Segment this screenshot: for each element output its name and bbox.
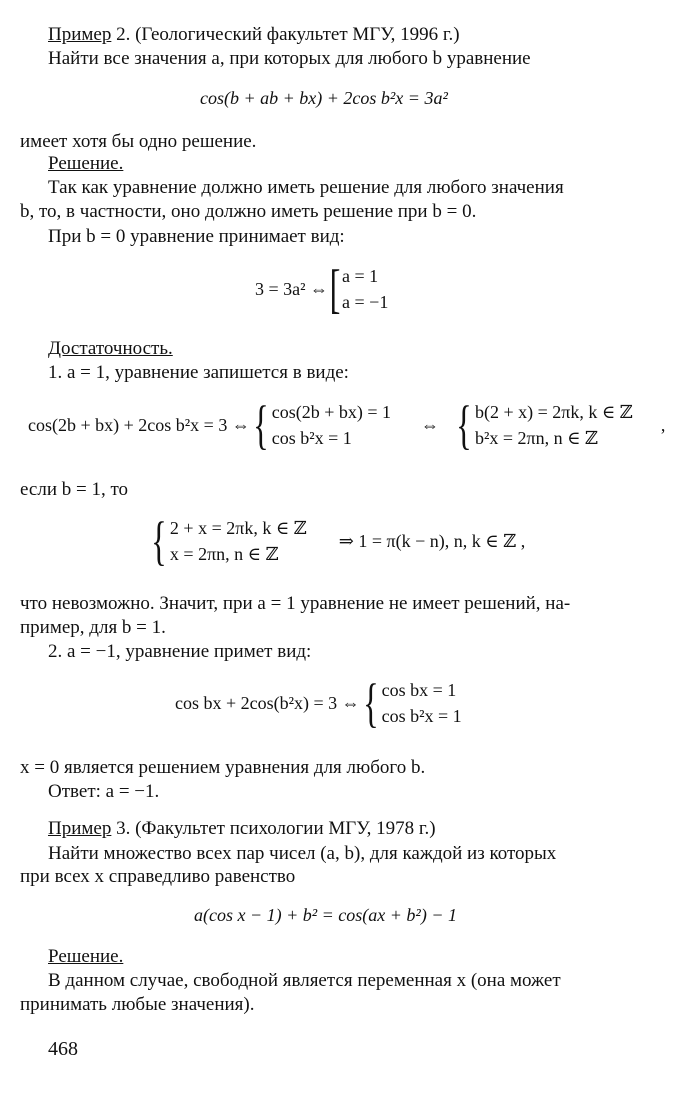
left-brace: { bbox=[456, 395, 472, 455]
case-2-equation-left: cos bx + 2cos(b²x) = 3 ⇔ bbox=[175, 692, 360, 713]
b1-system-top: 2 + x = 2πk, k ∈ ℤ bbox=[169, 518, 307, 538]
case-2-system-top: cos bx = 1 bbox=[381, 680, 457, 700]
example-3-equation: a(cos x − 1) + b² = cos(ax + b²) − 1 bbox=[194, 905, 457, 925]
root-a-minus-1: a = −1 bbox=[342, 292, 389, 312]
system-1-bottom: cos b²x = 1 bbox=[271, 428, 352, 448]
case-1-line: 1. a = 1, уравнение запишется в виде: bbox=[48, 362, 349, 383]
case-1-equation-left: cos(2b + bx) + 2cos b²x = 3 ⇔ bbox=[28, 414, 250, 435]
system-1-top: cos(2b + bx) = 1 bbox=[271, 402, 392, 422]
square-bracket: [ bbox=[329, 259, 341, 319]
example-2-solution-line-2: b, то, в частности, оно должно иметь решение при b = 0. bbox=[20, 201, 477, 222]
example-2-answer: Ответ: a = −1. bbox=[48, 781, 160, 802]
sufficiency-label: Достаточность. bbox=[48, 338, 173, 359]
case-2-equation-system bbox=[175, 673, 462, 733]
example-2-header bbox=[48, 24, 460, 46]
root-a-1: a = 1 bbox=[342, 266, 379, 286]
example-3-header bbox=[48, 818, 436, 840]
example-2-solution-line-3: При b = 0 уравнение принимает вид: bbox=[48, 226, 345, 247]
equation-left-side: 3 = 3a² ⇔ bbox=[255, 278, 329, 299]
b1-conclusion: ⇒ 1 = π(k − n), n, k ∈ ℤ , bbox=[338, 530, 526, 551]
example-2-task-line-2: имеет хотя бы одно решение. bbox=[20, 131, 257, 152]
example-3-solution-line-2: принимать любые значения). bbox=[20, 994, 255, 1015]
example-2-equation: cos(b + ab + bx) + 2cos b²x = 3a² bbox=[200, 88, 448, 108]
example-2-solution-line-1: Так как уравнение должно иметь решение для любого значения bbox=[48, 177, 564, 198]
case-2-line: 2. a = −1, уравнение примет вид: bbox=[48, 641, 312, 662]
system-2-bottom: b²x = 2πn, n ∈ ℤ bbox=[474, 428, 599, 448]
b1-system-bottom: x = 2πn, n ∈ ℤ bbox=[169, 544, 279, 564]
case-2-system-bottom: cos b²x = 1 bbox=[381, 706, 462, 726]
example-3-solution-line-1: В данном случае, свободной является переменная x (она может bbox=[48, 970, 561, 991]
left-brace: { bbox=[362, 673, 379, 733]
example-3-task-line-2: при всех x справедливо равенство bbox=[20, 866, 296, 887]
equivalence-sign: ⇔ bbox=[421, 414, 440, 435]
b-equals-1-system bbox=[148, 511, 526, 571]
system-2-top: b(2 + x) = 2πk, k ∈ ℤ bbox=[474, 402, 633, 422]
example-3-solution-label: Решение. bbox=[48, 946, 124, 967]
impossible-line-1: что невозможно. Значит, при a = 1 уравнение не имеет решений, на- bbox=[20, 593, 571, 614]
example-2-task-line-1: Найти все значения a, при которых для любого b уравнение bbox=[48, 48, 531, 69]
example-3-label: Пример bbox=[48, 818, 112, 839]
example-3-source: 3. (Факультет психологии МГУ, 1978 г.) bbox=[111, 818, 436, 839]
example-2-source: 2. (Геологический факультет МГУ, 1996 г.) bbox=[111, 24, 460, 45]
left-brace: { bbox=[151, 511, 167, 571]
example-3-task-line-1: Найти множество всех пар чисел (a, b), для каждой из которых bbox=[48, 843, 557, 864]
left-brace: { bbox=[253, 395, 269, 455]
equation-3a-squared bbox=[255, 259, 389, 319]
example-2-solution-label: Решение. bbox=[48, 153, 124, 174]
impossible-line-2: пример, для b = 1. bbox=[20, 617, 166, 638]
case-1-equation-system bbox=[28, 395, 666, 455]
if-b-equals-1-line: если b = 1, то bbox=[20, 479, 129, 500]
x-zero-line: x = 0 является решением уравнения для любого b. bbox=[20, 757, 426, 778]
trailing-comma: , bbox=[660, 414, 666, 435]
page-number: 468 bbox=[48, 1038, 78, 1060]
example-2-label: Пример bbox=[48, 24, 112, 45]
